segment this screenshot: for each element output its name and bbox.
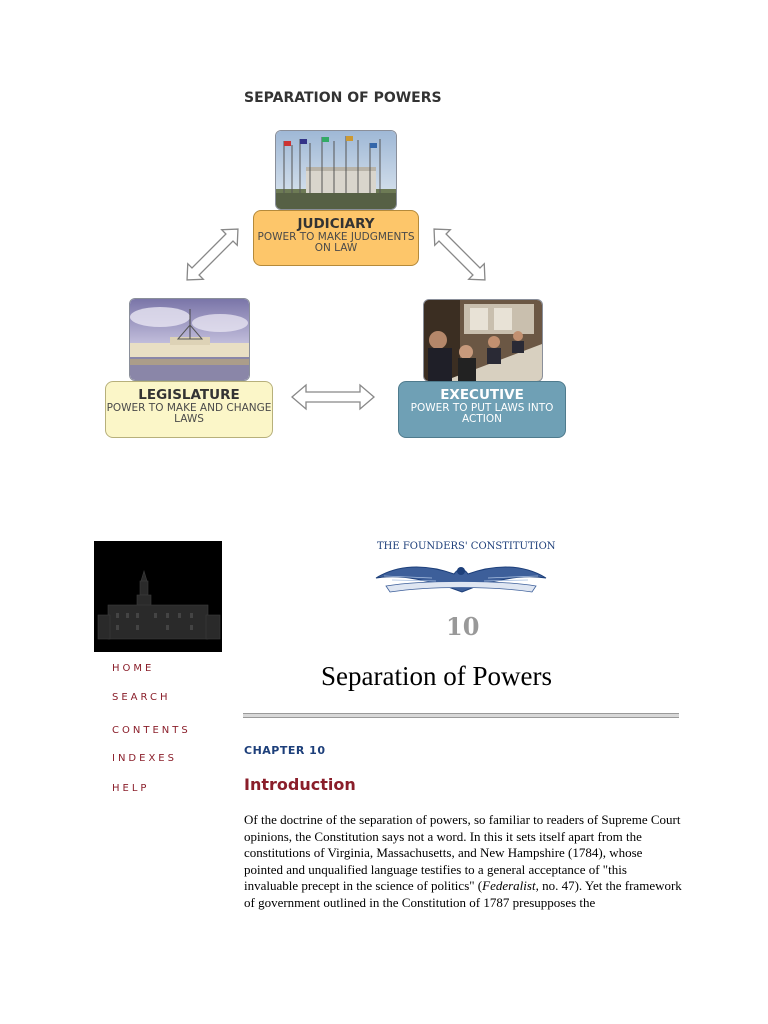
- legislature-title: LEGISLATURE: [138, 387, 240, 403]
- site-logo-text: THE FOUNDERS' CONSTITUTION: [377, 541, 556, 552]
- double-arrow-icon: [290, 382, 376, 412]
- double-arrow-icon: [427, 222, 492, 287]
- executive-title: EXECUTIVE: [440, 387, 524, 403]
- chapter-label: CHAPTER 10: [244, 744, 326, 757]
- judiciary-subtitle: POWER TO MAKE JUDGMENTS ON LAW: [257, 231, 415, 254]
- legislature-box: [105, 381, 273, 438]
- section-heading: Introduction: [244, 775, 356, 794]
- legislature-photo: [129, 298, 250, 381]
- chapter-number: 10: [446, 612, 480, 641]
- nav-contents-link[interactable]: CONTENTS: [112, 725, 191, 736]
- body-text-end: no. 47). Yet the framework of government outlined in the Constitution of 1787 presupposes the: [244, 878, 682, 910]
- body-text-italic: Federalist,: [482, 878, 539, 893]
- nav-home-link[interactable]: HOME: [112, 663, 155, 674]
- executive-photo: [423, 299, 543, 382]
- nav-search-link[interactable]: SEARCH: [112, 692, 171, 703]
- eagle-emblem-icon: [372, 556, 550, 596]
- nav-help-link[interactable]: HELP: [112, 783, 150, 794]
- executive-box: [398, 381, 566, 438]
- executive-subtitle: POWER TO PUT LAWS INTO ACTION: [410, 402, 554, 425]
- page-title: Separation of Powers: [321, 661, 552, 691]
- double-arrow-icon: [180, 222, 245, 287]
- nav-indexes-link[interactable]: INDEXES: [112, 753, 177, 764]
- legislature-subtitle: POWER TO MAKE AND CHANGE LAWS: [106, 402, 272, 425]
- hall-silhouette-image: [94, 541, 222, 652]
- diagram-title: SEPARATION OF POWERS: [244, 90, 442, 106]
- judiciary-photo: [275, 130, 397, 210]
- judiciary-box: [253, 210, 419, 266]
- judiciary-title: JUDICIARY: [297, 216, 375, 232]
- body-text-start: Of the doctrine of the separation of powers, so familiar to readers of Supreme Court opinions, the Constitution says not a word. In this it sets itself apart from the constitutions of Virginia, Massachusetts, and New Hampshire (1784), whose pointed and unqualified language testifies to a general acceptance of "this invaluable precept in the science of politics" (: [244, 812, 681, 893]
- title-divider: [243, 713, 679, 718]
- body-paragraph: [244, 812, 684, 911]
